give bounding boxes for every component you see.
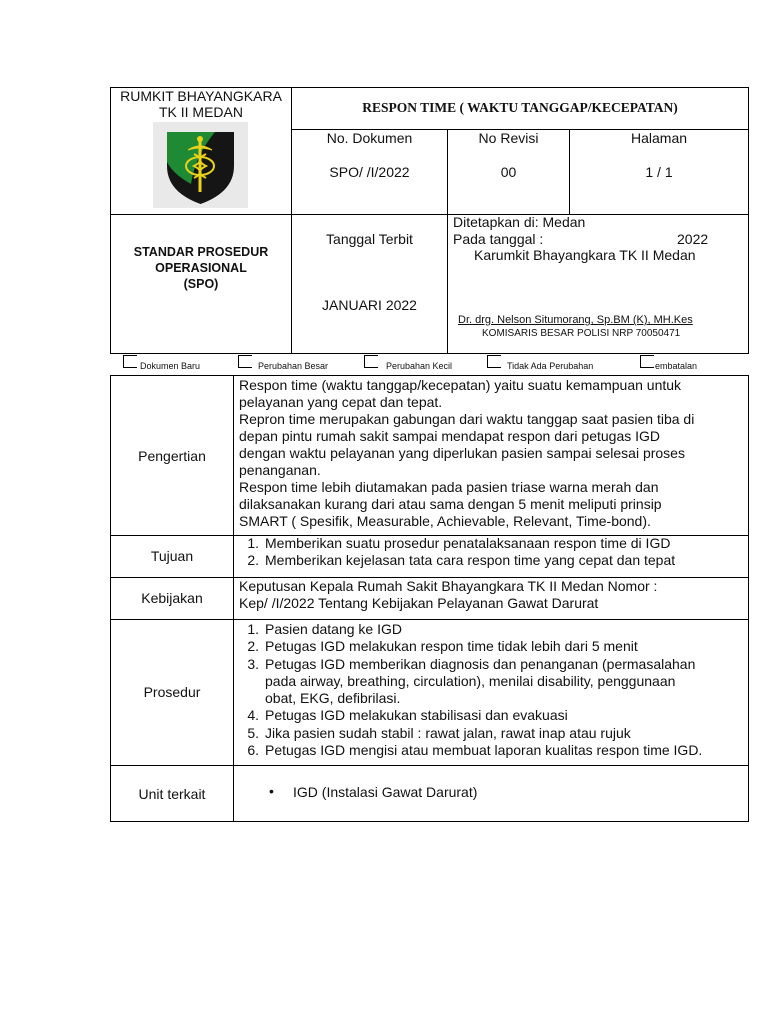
list-number: 1. (247, 621, 259, 637)
pengertian-label: Pengertian (138, 448, 206, 464)
checkbox-label: Tidak Ada Perubahan (507, 361, 594, 371)
prosedur-item-cont: obat, EKG, defibrilasi. (265, 690, 401, 706)
pengertian-line: penanganan. (239, 462, 321, 478)
no-revisi-label: No Revisi (478, 130, 539, 146)
unit-terkait-item: IGD (Instalasi Gawat Darurat) (293, 784, 478, 800)
tanggal-terbit-value: JANUARI 2022 (322, 297, 417, 313)
checkbox-perubahan-besar[interactable] (238, 355, 252, 368)
karumkit-title: Karumkit Bhayangkara TK II Medan (474, 247, 696, 263)
no-revisi-value: 00 (500, 164, 517, 180)
list-number: 2. (247, 638, 259, 654)
tujuan-item: Memberikan kejelasan tata cara respon time yang cepat dan tepat (265, 552, 676, 568)
list-number: 5. (247, 725, 259, 741)
prosedur-item: Petugas IGD mengisi atau membuat laporan kualitas respon time IGD. (265, 742, 703, 758)
checkbox-perubahan-kecil[interactable] (364, 355, 378, 368)
list-number: 2. (247, 552, 259, 568)
prosedur-item: Petugas IGD memberikan diagnosis dan penanganan (permasalahan (265, 656, 696, 672)
unit-terkait-label: Unit terkait (138, 786, 206, 802)
list-number: 1. (247, 535, 259, 551)
prosedur-item: Petugas IGD melakukan stabilisasi dan evakuasi (265, 707, 568, 723)
hospital-name-line1: RUMKIT BHAYANGKARA (120, 88, 282, 104)
list-number: 6. (247, 742, 259, 758)
checkbox-pembatalan[interactable] (640, 355, 654, 368)
tujuan-item: Memberikan suatu prosedur penatalaksanaan respon time di IGD (265, 535, 671, 551)
halaman-label: Halaman (630, 130, 688, 146)
pengertian-line: SMART ( Spesifik, Measurable, Achievable, Relevant, Time-bond). (239, 513, 651, 529)
kebijakan-line1: Keputusan Kepala Rumah Sakit Bhayangkara TK II Medan Nomor : (239, 578, 658, 594)
no-dokumen-value: SPO/ /I/2022 (329, 164, 410, 180)
prosedur-item: Petugas IGD melakukan respon time tidak lebih dari 5 menit (265, 638, 638, 654)
pengertian-line: depan pintu rumah sakit sampai mendapat respon dari petugas IGD (239, 428, 661, 444)
kebijakan-line2: Kep/ /I/2022 Tentang Kebijakan Pelayanan Gawat Darurat (239, 595, 599, 611)
prosedur-label: Prosedur (143, 684, 201, 700)
pengertian-line: Respon time lebih diutamakan pada pasien triase warna merah dan (239, 479, 659, 495)
list-number: 3. (247, 656, 259, 672)
spo-title-line3: (SPO) (183, 277, 219, 291)
prosedur-item-cont: pada airway, breathing, circulation), menilai disability, penggunaan (265, 673, 676, 689)
bullet-icon: • (269, 783, 274, 799)
pengertian-line: Repron time merupakan gabungan dari waktu tanggap saat pasien tiba di (239, 411, 695, 427)
hospital-logo (153, 122, 248, 208)
checkbox-tidak-ada-perubahan[interactable] (487, 355, 501, 368)
prosedur-item: Pasien datang ke IGD (265, 621, 402, 637)
kebijakan-label: Kebijakan (141, 590, 203, 606)
checkbox-label: embatalan (655, 361, 698, 371)
list-number: 4. (247, 707, 259, 723)
pengertian-line: dilaksanakan kurang dari atau sama dengan 5 menit meliputi prinsip (239, 496, 662, 512)
checkbox-label: Perubahan Kecil (386, 361, 453, 371)
halaman-value: 1 / 1 (645, 164, 673, 180)
pengertian-line: pelayanan yang cepat dan tepat. (239, 394, 443, 410)
ditetapkan-di: Ditetapkan di: Medan (453, 214, 586, 230)
pengertian-line: Respon time (waktu tanggap/kecepatan) yaitu suatu kemampuan untuk (239, 377, 682, 393)
pada-tanggal: Pada tanggal : (453, 231, 544, 247)
spo-title-line2: OPERASIONAL (155, 261, 247, 275)
no-dokumen-label: No. Dokumen (326, 130, 413, 146)
hospital-name-line2: TK II MEDAN (158, 104, 243, 120)
document-title: RESPON TIME ( WAKTU TANGGAP/KECEPATAN) (362, 100, 678, 115)
tanggal-terbit-label: Tanggal Terbit (326, 231, 413, 247)
pengertian-line: dengan waktu pelayanan yang diperlukan pasien sampai selesai proses (239, 445, 685, 461)
checkbox-label: Perubahan Besar (258, 361, 329, 371)
tujuan-label: Tujuan (150, 548, 194, 564)
checkbox-label: Dokumen Baru (140, 361, 201, 371)
spo-title-line1: STANDAR PROSEDUR (133, 245, 269, 259)
caduceus-shield-logo-icon (153, 122, 248, 208)
signer-rank: KOMISARIS BESAR POLISI NRP 70050471 (482, 328, 681, 339)
pada-tanggal-year: 2022 (677, 231, 709, 247)
checkbox-dokumen-baru[interactable] (123, 355, 137, 368)
signer-name: Dr. drg. Nelson Situmorang, Sp.BM (K), MH.Kes (458, 314, 693, 326)
prosedur-item: Jika pasien sudah stabil : rawat jalan, rawat inap atau rujuk (265, 725, 631, 741)
